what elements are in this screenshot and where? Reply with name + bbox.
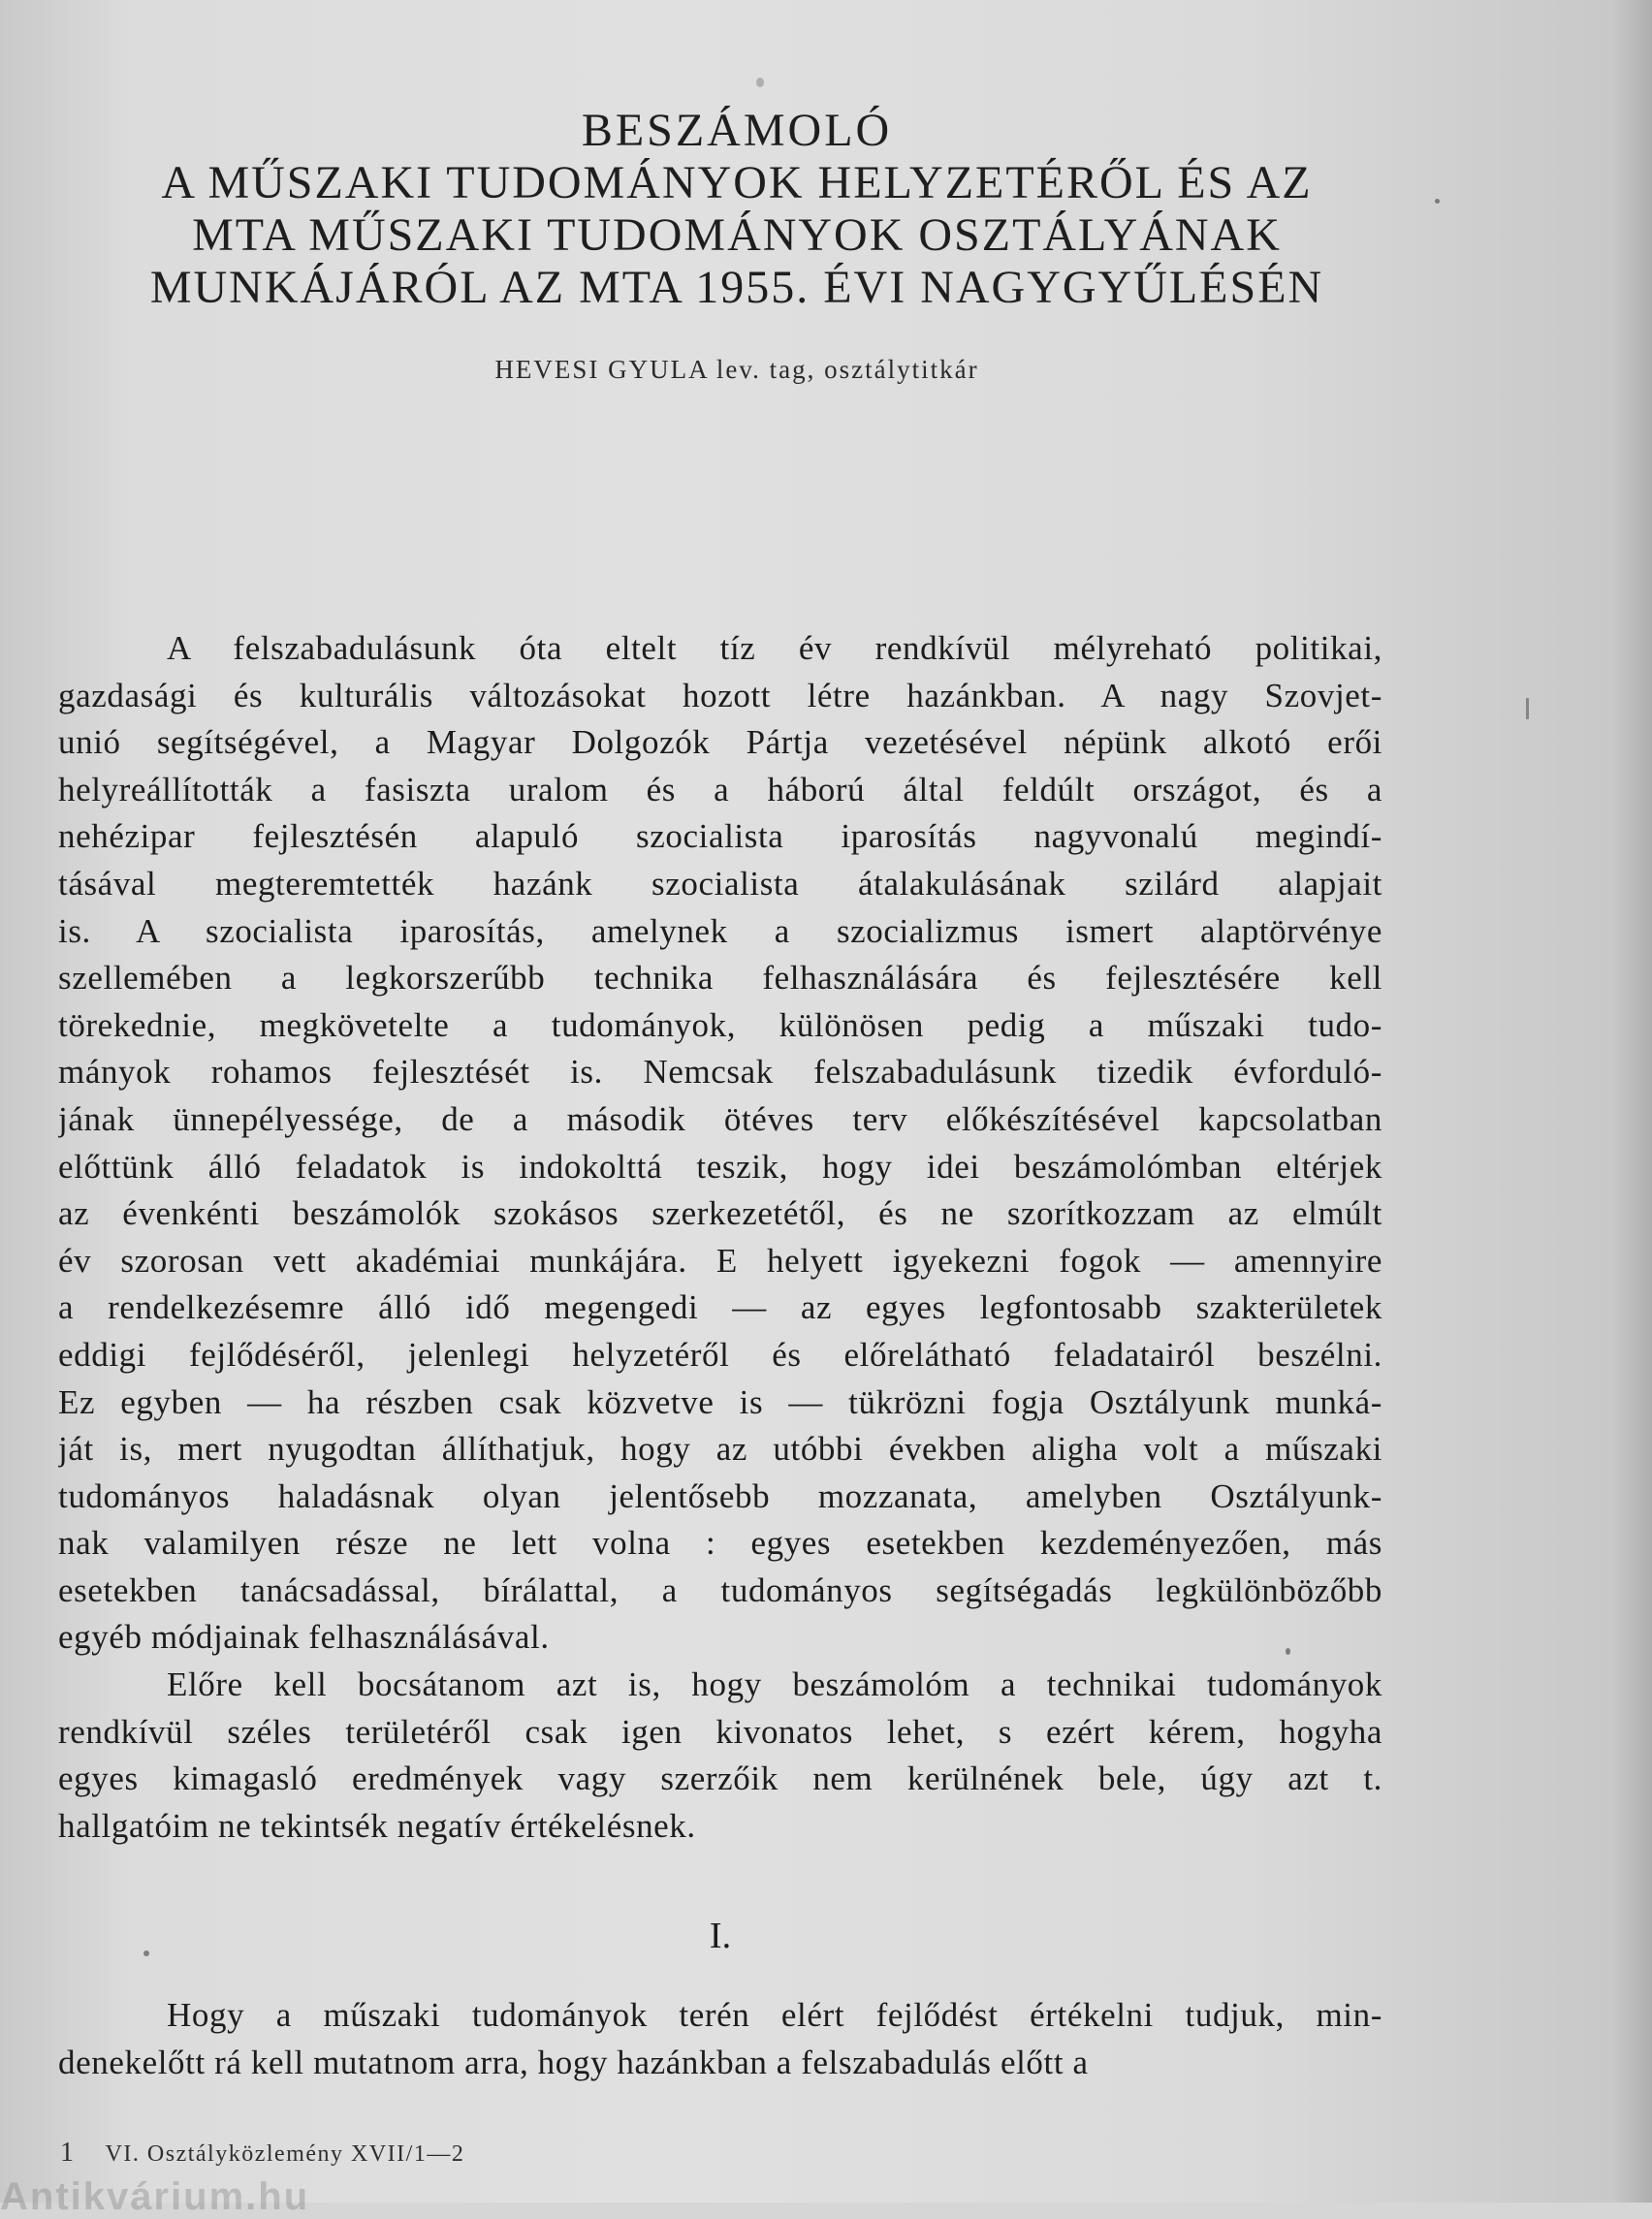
text-line: szellemében a legkorszerűbb technika felhasználására és fejlesztésére kell <box>58 959 1382 998</box>
author-line: HEVESI GYULA lev. tag, osztálytitkár <box>494 355 979 384</box>
text-line: törekednie, megkövetelte a tudományok, különösen pedig a műszaki tudo- <box>58 1005 1382 1044</box>
text-line: A felszabadulásunk óta eltelt tíz év rendkívül mélyreható politikai, <box>167 629 1382 667</box>
text-line: egyes kimagasló eredmények vagy szerzőik nem kerülnének bele, úgy azt t. <box>58 1759 1382 1798</box>
page-footer <box>60 2138 464 2169</box>
title-line: BESZÁMOLÓ <box>581 105 893 156</box>
text-line: tudományos haladásnak olyan jelentősebb mozzanata, amelyben Osztályunk- <box>58 1476 1382 1515</box>
text-line: jának ünnepélyessége, de a második ötéves terv előkészítésével kapcsolatban <box>58 1099 1382 1138</box>
title-line: MUNKÁJÁRÓL AZ MTA 1955. ÉVI NAGYGYŰLÉSÉN <box>149 262 1324 313</box>
section-paragraph <box>58 1992 1382 2086</box>
dust-speck <box>756 78 764 87</box>
text-line: Ez egyben — ha részben csak közvetve is — tükrözni fogja Osztályunk munká- <box>58 1382 1382 1421</box>
text-line: rendkívül széles területéről csak igen kivonatos lehet, s ezért kérem, hogyha <box>58 1712 1382 1751</box>
text-line: Előre kell bocsátanom azt is, hogy beszámolóm a technikai tudományok <box>167 1665 1382 1704</box>
text-line: gazdasági és kulturális változásokat hozott létre hazánkban. A nagy Szovjet- <box>58 676 1382 714</box>
text-line: tásával megteremtették hazánk szocialista átalakulásának szilárd alapjait <box>58 864 1382 903</box>
text-line: mányok rohamos fejlesztését is. Nemcsak felszabadulásunk tizedik évforduló- <box>58 1053 1382 1092</box>
watermark: Antikvárium.hu <box>0 2175 310 2218</box>
text-line: is. A szocialista iparosítás, amelynek a szocializmus ismert alaptörvénye <box>58 911 1382 950</box>
text-line: ját is, mert nyugodtan állíthatjuk, hogy az utóbbi években aligha volt a műszaki <box>58 1430 1382 1469</box>
text-line: unió segítségével, a Magyar Dolgozók Pártja vezetésével népünk alkotó erői <box>58 723 1382 762</box>
text-line: hallgatóim ne tekintsék negatív értékelésnek. <box>58 1806 696 1845</box>
section-body-text <box>58 1992 1382 2086</box>
dust-speck <box>1526 698 1529 719</box>
text-line: Hogy a műszaki tudományok terén elért fejlődést értékelni tudjuk, min- <box>167 1996 1382 2034</box>
dust-speck <box>1435 199 1440 204</box>
journal-reference: VI. Osztályközlemény XVII/1—2 <box>105 2141 465 2167</box>
spine-shadow <box>1613 0 1652 2203</box>
body-text <box>58 625 1382 1850</box>
text-line: a rendelkezésemre álló idő megengedi — az egyes legfontosabb szakterületek <box>58 1288 1382 1327</box>
page-number: 1 <box>60 2138 76 2168</box>
title-line: MTA MŰSZAKI TUDOMÁNYOK OSZTÁLYÁNAK <box>192 209 1282 261</box>
text-line: nehézipar fejlesztésén alapuló szocialista iparosítás nagyvonalú megindí- <box>58 817 1382 856</box>
text-line: eddigi fejlődéséről, jelenlegi helyzetéről és előrelátható feladatairól beszélni. <box>58 1335 1382 1374</box>
section-heading: I. <box>709 1916 732 1956</box>
title-line: A MŰSZAKI TUDOMÁNYOK HELYZETÉRŐL ÉS AZ <box>161 157 1313 208</box>
paragraph-2 <box>58 1662 1382 1850</box>
text-line: helyreállították a fasiszta uralom és a háború által feldúlt országot, és a <box>58 770 1382 808</box>
text-line: esetekben tanácsadással, bírálattal, a tudományos segítségadás legkülönbözőbb <box>58 1570 1382 1609</box>
text-line: előttünk álló feladatok is indokolttá teszik, hogy idei beszámolómban eltérjek <box>58 1147 1382 1186</box>
paragraph-1 <box>58 625 1382 1662</box>
text-line: denekelőtt rá kell mutatnom arra, hogy hazánkban a felszabadulás előtt a <box>58 2043 1089 2081</box>
text-line: nak valamilyen része ne lett volna : egyes esetekben kezdeményezően, más <box>58 1524 1382 1563</box>
article-title <box>58 105 1415 314</box>
text-line: egyéb módjainak felhasználásával. <box>58 1618 550 1657</box>
text-line: év szorosan vett akadémiai munkájára. E helyett igyekezni fogok — amennyire <box>58 1241 1382 1280</box>
text-line: az évenkénti beszámolók szokásos szerkezetétől, és ne szorítkozzam az elmúlt <box>58 1194 1382 1233</box>
